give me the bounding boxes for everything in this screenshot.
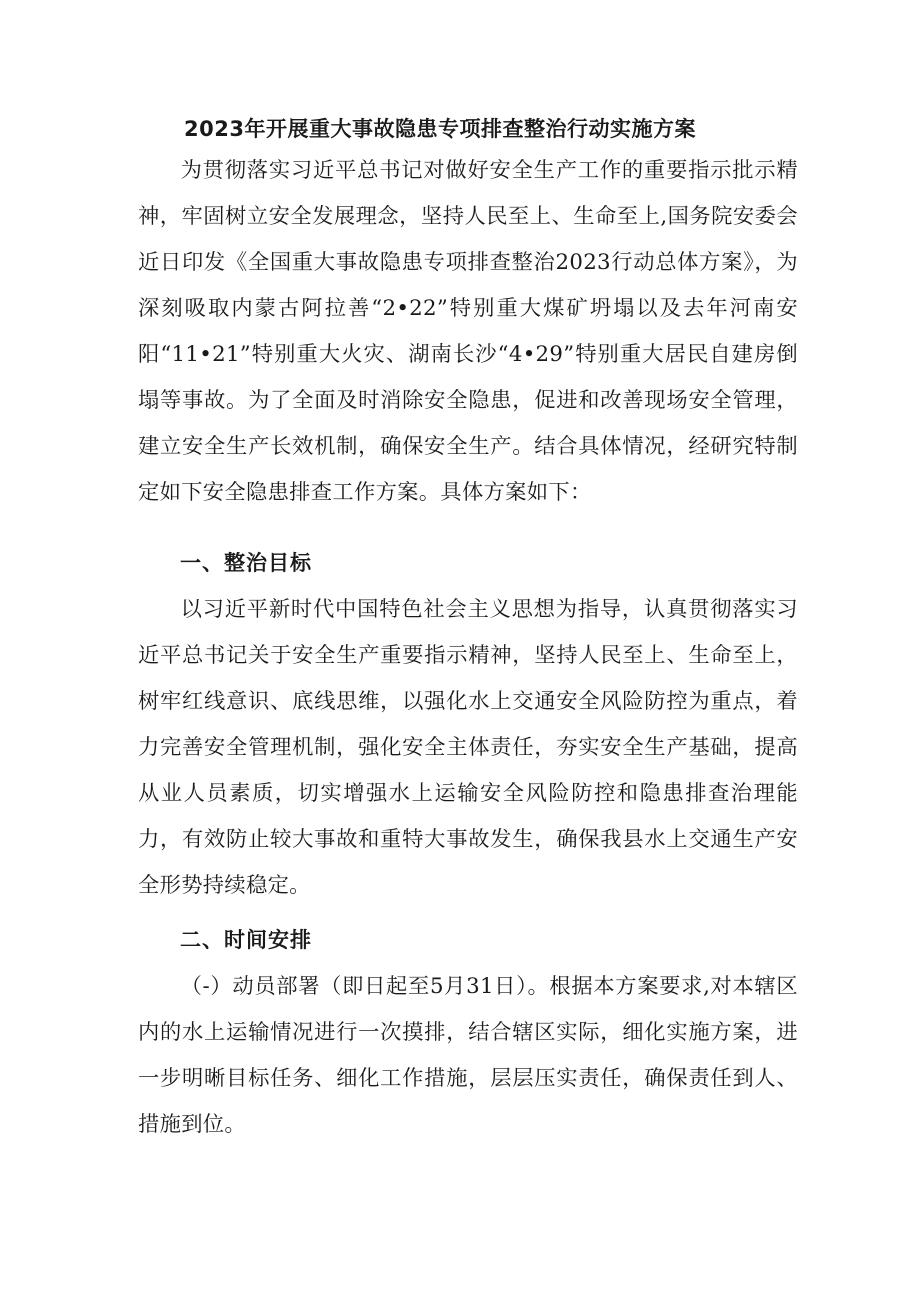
intro-paragraph: 为贯彻落实习近平总书记对做好安全生产工作的重要指示批示精神，牢固树立安全发展理念，坚持人民至上、生命至上,国务院安委会近日印发《全国重大事故隐患专项排查整治2023行动总体方案》，为深刻吸取内蒙古阿拉善“2•22”特别重大煤矿坍塌以及去年河南安阳“11•21”特别重大火灾、湖南长沙“4•29”特别重大居民自建房倒塌等事故。为了全面及时消除安全隐患，促进和改善现场安全管理，建立安全生产长效机制，确保安全生产。结合具体情况，经研究特制定如下安全隐患排查工作方案。具体方案如下： — [138, 158, 798, 505]
schedule-paragraph: （-）动员部署（即日起至5月31日）。根据本方案要求,对本辖区内的水上运输情况进行一次摸排，结合辖区实际，细化实施方案，进一步明晰目标任务、细化工作措施，层层压实责任，确保责任到人、措施到位。 — [138, 974, 798, 1137]
goals-paragraph-block — [138, 587, 798, 909]
intro-paragraph-block — [138, 148, 798, 516]
document-title: 2023年开展重大事故隐患专项排查整治行动实施方案 — [184, 117, 696, 141]
section-heading-schedule: 二、时间安排 — [180, 928, 312, 952]
section-heading-goals: 一、整治目标 — [180, 551, 312, 575]
goals-paragraph: 以习近平新时代中国特色社会主义思想为指导，认真贯彻落实习近平总书记关于安全生产重要指示精神，坚持人民至上、生命至上，树牢红线意识、底线思维，以强化水上交通安全风险防控为重点，着力完善安全管理机制，强化安全主体责任，夯实安全生产基础，提高从业人员素质，切实增强水上运输安全风险防控和隐患排查治理能力，有效防止较大事故和重特大事故发生，确保我县水上交通生产安全形势持续稳定。 — [138, 597, 798, 898]
schedule-paragraph-block — [138, 964, 798, 1148]
